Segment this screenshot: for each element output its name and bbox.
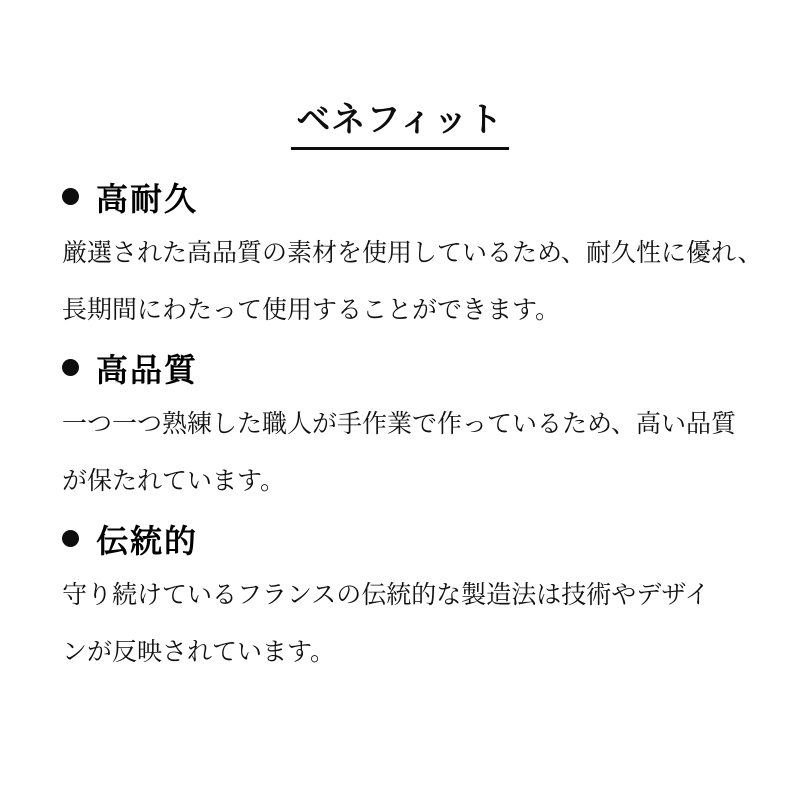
benefit-section-traditional	[62, 510, 738, 681]
section-heading-label: 伝統的	[96, 522, 199, 559]
body-line: 厳選された高品質の素材を使用しているため、耐久性に優れ、	[62, 239, 763, 267]
benefit-section-durability	[62, 168, 763, 339]
bullet-circle-icon	[62, 188, 79, 205]
title-wrap	[0, 98, 800, 150]
benefit-section-quality	[62, 339, 738, 510]
bullet-circle-icon	[62, 359, 79, 376]
page-title: ベネフィット	[291, 98, 508, 150]
section-heading	[62, 339, 738, 396]
bullet-circle-icon	[62, 530, 79, 547]
section-body	[62, 567, 738, 681]
section-heading	[62, 510, 738, 567]
section-body	[62, 225, 763, 339]
section-body	[62, 396, 738, 510]
body-line: が保たれています。	[62, 467, 286, 495]
body-line: 一つ一つ熟練した職人が手作業で作っているため、高い品質	[62, 410, 737, 438]
body-line: 守り続けているフランスの伝統的な製造法は技術やデザイ	[62, 581, 710, 609]
benefits-list	[0, 168, 800, 681]
body-line: ンが反映されています。	[62, 638, 336, 666]
section-heading-label: 高耐久	[96, 180, 199, 217]
body-line: 長期間にわたって使用することができます。	[62, 296, 561, 324]
section-heading-label: 高品質	[96, 351, 199, 388]
section-heading	[62, 168, 738, 225]
